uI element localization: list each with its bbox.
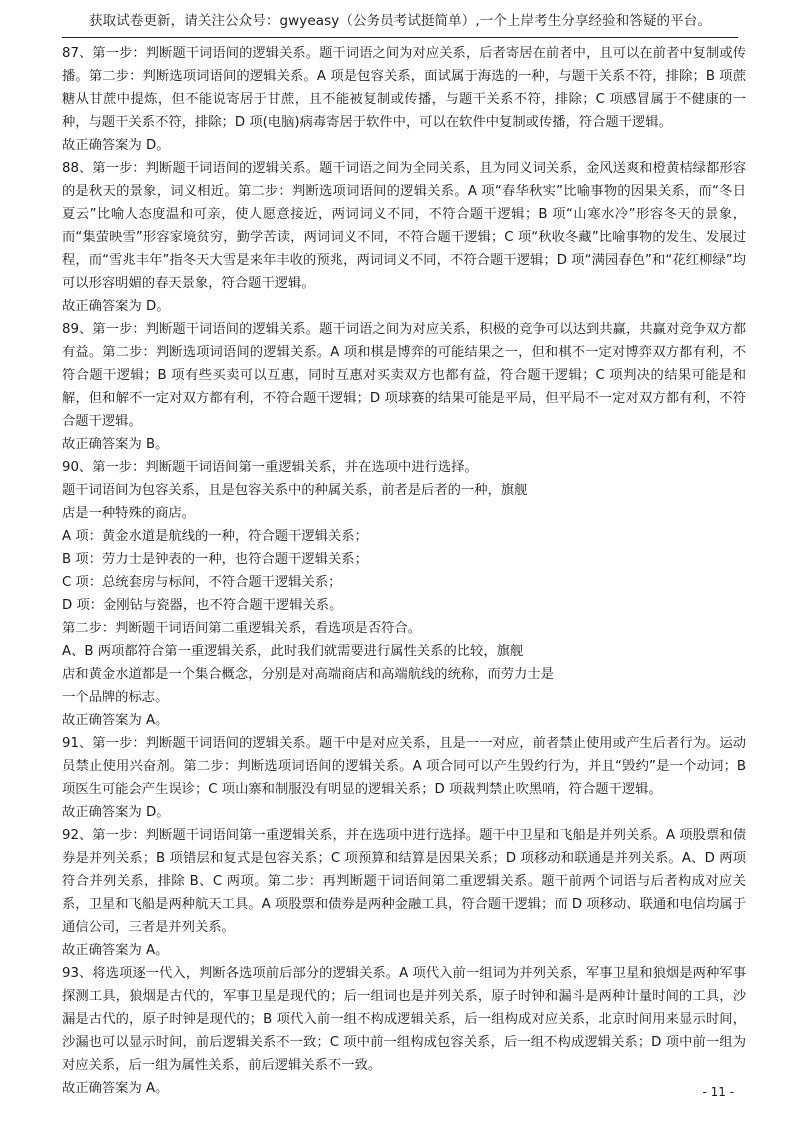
paragraph-90-step1: 90、第一步：判断题干词语间第一重逻辑关系，并在选项中进行选择。 — [62, 460, 478, 475]
paragraph-89: 89、第一步：判断题干词语间的逻辑关系。题干词语之间为对应关系，积极的竞争可以达到共赢，共赢对竞争双方都有益。第二步：判断选项词语间的逻辑关系。A 项和棋是博弈的可能结果之一，但和棋不一定对博弈双方都有利，不符合题干逻辑；B 项有些买卖可以互惠，同时互惠对买卖双方也都有益，符合题干逻辑；C 项判决的结果可能是和解，但和解不一定对双方都有利，不符合题干逻辑；D 项球赛的结果可能是平局，但平局不一定对双方都有利，不符合题干逻辑。 — [62, 322, 746, 429]
option-c-line: C 项：总统套房与标间，不符合题干逻辑关系； — [62, 575, 342, 590]
document-body — [62, 42, 746, 1100]
answer-88: 故正确答案为 D。 — [62, 299, 170, 314]
paragraph-90-step2: 第二步：判断题干词语间第二重逻辑关系，看选项是否符合。 — [62, 621, 422, 636]
paragraph-90-compare-cont: 店和黄金水道都是一个集合概念，分别是对高端商店和高端航线的统称，而劳力士是 — [62, 667, 554, 682]
paragraph-90-relation-cont: 店是一种特殊的商店。 — [62, 506, 195, 521]
paragraph-93: 93、将选项逐一代入，判断各选项前后部分的逻辑关系。A 项代入前一组词为并列关系，军事卫星和狼烟是两种军事探测工具，狼烟是古代的，军事卫星是现代的；后一组词也是并列关系，原子时钟和漏斗是两种计量时间的工具，沙漏是古代的，原子时钟是现代的；B 项代入前一组不构成逻辑关系，后一组构成对应关系，北京时间用来显示时间，沙漏也可以显示时间，前后逻辑关系不一致；C 项中前一组构成包容关系，后一组不构成逻辑关系；D 项中前一组为对应关系，后一组为属性关系，前后逻辑关系不一致。 — [62, 966, 746, 1073]
option-d-line: D 项：金刚钻与瓷器，也不符合题干逻辑关系。 — [62, 598, 343, 613]
answer-87: 故正确答案为 D。 — [62, 138, 170, 153]
answer-93: 故正确答案为 A。 — [62, 1081, 169, 1096]
paragraph-92: 92、第一步：判断题干词语间第一重逻辑关系，并在选项中进行选择。题干中卫星和飞船是并列关系。A 项股票和债券是并列关系；B 项错层和复式是包容关系；C 项预算和结算是因果关系；D 项移动和联通是并列关系。A、D 两项符合并列关系，排除 B、C 两项。第二步：再判断题干词语间第二重逻辑关系。题干前两个词语与后者构成对应关系，卫星和飞船是两种航天工具。A 项股票和债券是两种金融工具，符合题干逻辑；而 D 项移动、联通和电信均属于通信公司，三者是并列关系。 — [62, 828, 746, 935]
paragraph-90-compare-end: 一个品牌的标志。 — [62, 690, 169, 705]
paragraph-90-relation: 题干词语间为包容关系，且是包容关系中的种属关系，前者是后者的一种，旗舰 — [62, 483, 528, 498]
option-b-line: B 项：劳力士是钟表的一种，也符合题干逻辑关系； — [62, 552, 368, 567]
paragraph-87: 87、第一步：判断题干词语间的逻辑关系。题干词语之间为对应关系，后者寄居在前者中，且可以在前者中复制或传播。第二步：判断选项词语间的逻辑关系。A 项是包容关系，面试属于海选的一种，与题干关系不符，排除；B 项蔗糖从甘蔗中提炼，但不能说寄居于甘蔗，且不能被复制或传播，与题干关系不符，排除；C 项感冒属于不健康的一种，与题干关系不符，排除；D 项(电脑)病毒寄居于软件中，可以在软件中复制或传播，符合题干逻辑。 — [62, 46, 746, 130]
paragraph-91: 91、第一步：判断题干词语间的逻辑关系。题干中是对应关系，且是一一对应，前者禁止使用或产生后者行为。运动员禁止使用兴奋剂。第二步：判断选项词语间的逻辑关系。A 项合同可以产生毁约行为，并且“毁约”是一个动词；B 项医生可能会产生误诊；C 项山寨和制服没有明显的逻辑关系；D 项裁判禁止吹黑哨，符合题干逻辑。 — [62, 736, 746, 797]
answer-90: 故正确答案为 A。 — [62, 713, 169, 728]
paragraph-90-compare: A、B 两项都符合第一重逻辑关系，此时我们就需要进行属性关系的比较，旗舰 — [62, 644, 524, 659]
answer-89: 故正确答案为 B。 — [62, 437, 169, 452]
option-a-line: A 项：黄金水道是航线的一种，符合题干逻辑关系； — [62, 529, 368, 544]
page-number: - 11 - — [702, 1085, 734, 1099]
paragraph-88: 88、第一步：判断题干词语间的逻辑关系。题干词语之间为全同关系，且为同义词关系，金风送爽和橙黄桔绿都形容的是秋天的景象，词义相近。第二步：判断选项词语间的逻辑关系。A 项“春华秋实”比喻事物的因果关系，而“冬日夏云”比喻人态度温和可亲，使人愿意接近，两词词义不同，不符合题干逻辑；B 项“山寒水冷”形容冬天的景象，而“集萤映雪”形容家境贫穷，勤学苦读，两词词义不同，不符合题干逻辑；C 项“秋收冬藏”比喻事物的发生、发展过程，而“雪兆丰年”指冬天大雪是来年丰收的预兆，两词词义不同，不符合题干逻辑；D 项“满园春色”和“花红柳绿”均可以形容明媚的春天景象，符合题干逻辑。 — [62, 161, 746, 291]
answer-92: 故正确答案为 A。 — [62, 943, 169, 958]
answer-91: 故正确答案为 D。 — [62, 805, 170, 820]
page-header: 获取试卷更新，请关注公众号：gwyeasy（公务员考试挺简单）,一个上岸考生分享经验和答疑的平台。 — [89, 13, 711, 29]
header-divider — [62, 37, 738, 38]
